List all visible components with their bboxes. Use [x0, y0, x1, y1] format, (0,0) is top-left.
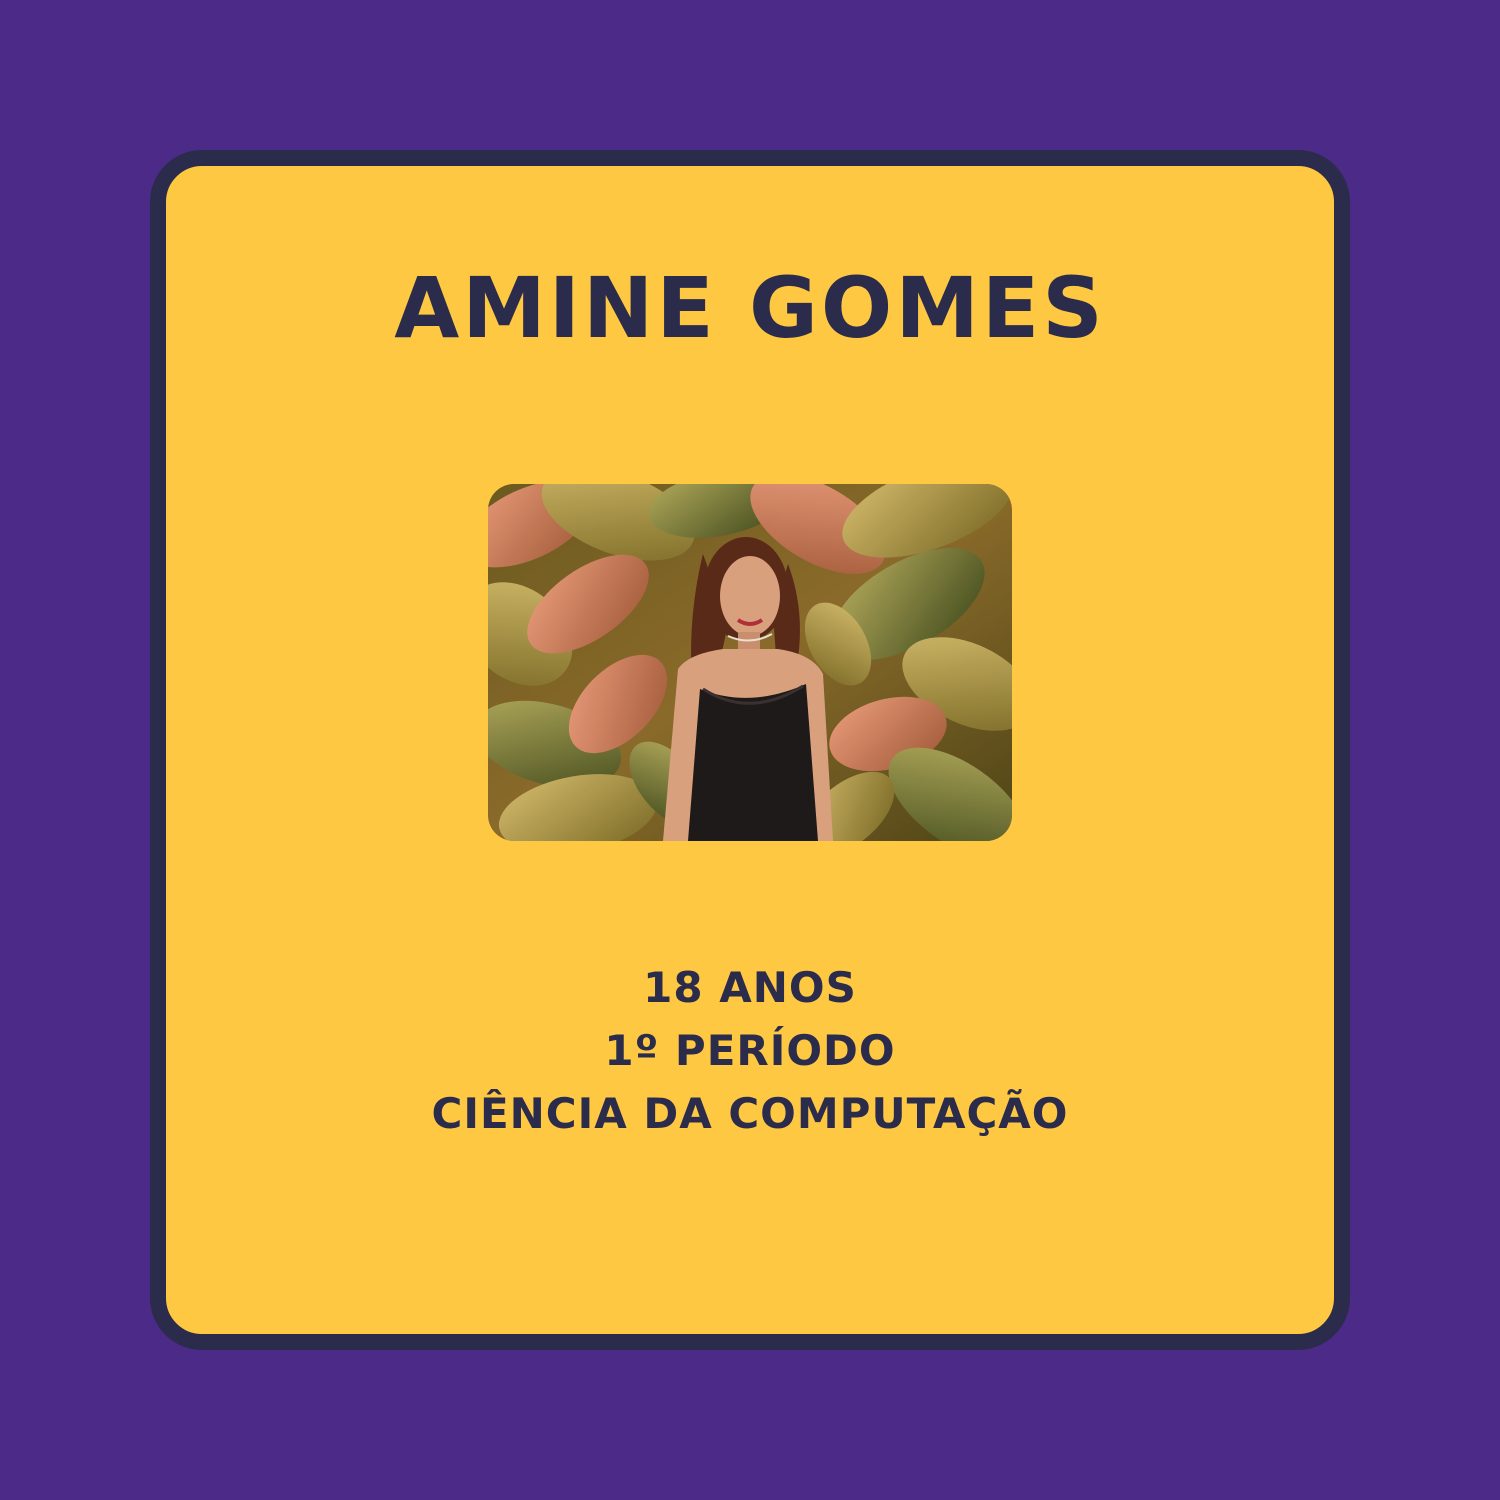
age-text: 18 ANOS	[643, 963, 857, 1012]
period-text: 1º PERÍODO	[604, 1026, 896, 1075]
profile-name: AMINE GOMES	[394, 259, 1106, 357]
profile-details	[166, 956, 1334, 1145]
profile-card	[150, 150, 1350, 1350]
course-text: CIÊNCIA DA COMPUTAÇÃO	[431, 1089, 1069, 1138]
portrait-photo-icon	[488, 484, 1012, 841]
profile-photo	[488, 484, 1012, 841]
